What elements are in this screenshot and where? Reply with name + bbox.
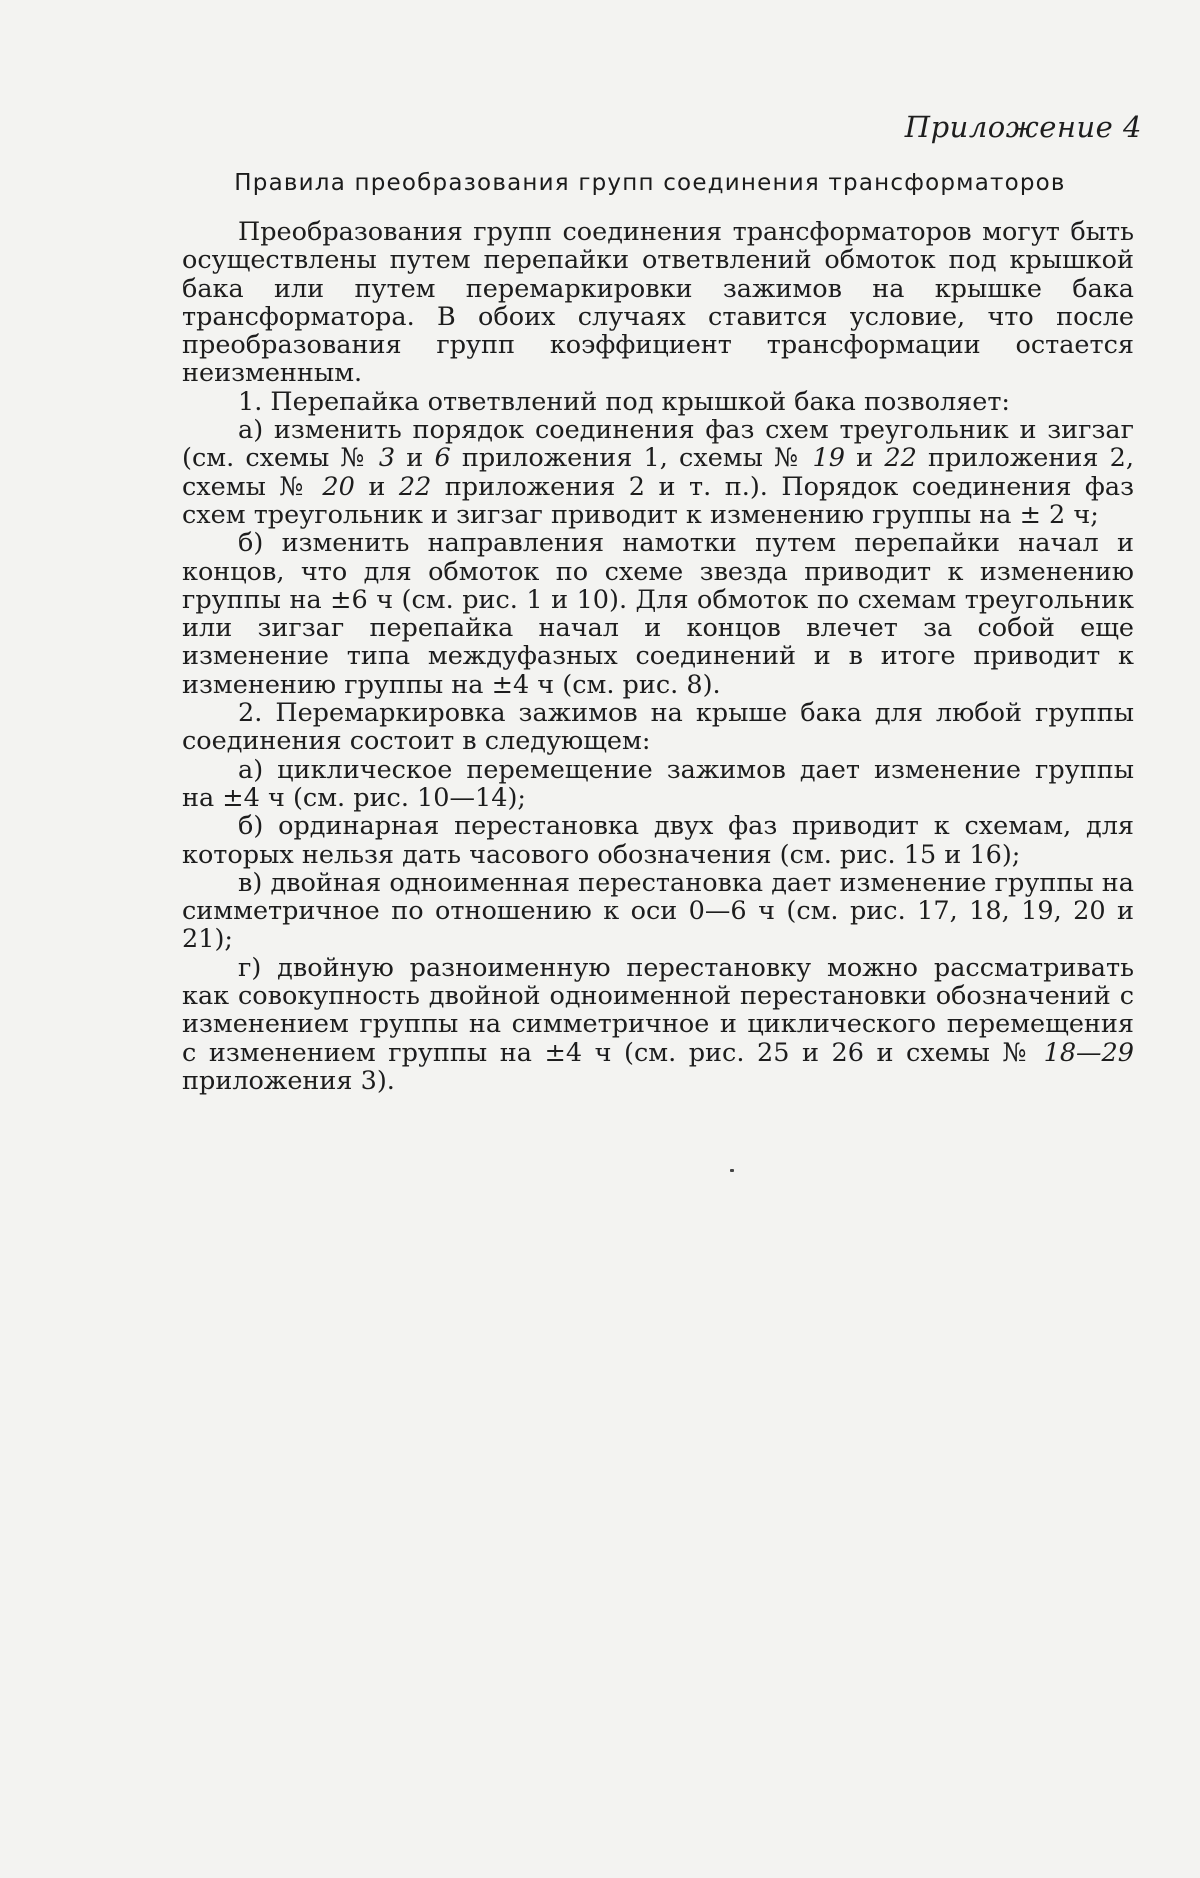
paragraph: [182, 529, 1134, 699]
paragraph: [182, 869, 1134, 954]
appendix-label: Приложение 4: [904, 110, 1142, 144]
text-run: Преобразования групп соединения трансформаторов могут быть осуществлены путем перепайки ответвлений обмоток под крышкой бака или путем перемаркировки зажимов на крышке бака трансформатора. В обоих случаях ставится условие, что после преобразования групп коэффициент трансформации остается неизменным.: [182, 217, 1134, 389]
text-run: а) циклическое перемещение зажимов дает изменение группы на ±4 ч (см. рис. 10—14);: [182, 754, 1134, 813]
paragraph: [182, 699, 1134, 756]
text-run: и: [395, 443, 435, 474]
text-run: приложения 2 и т. п.). Порядок соединения фаз схем треугольник и зигзаг приводит к изменению группы на ± 2 ч;: [182, 471, 1135, 530]
text-run: а) изменить порядок соединения фаз схем треугольник и зигзаг (см. схемы №: [182, 415, 1134, 474]
text-run: в) двойная одноименная перестановка дает изменение группы на симметричное по отношению к оси 0—6 ч (см. рис. 17, 18, 19, 20 и 21);: [182, 867, 1134, 955]
paragraph: [182, 812, 1134, 869]
italic-reference: 22: [884, 443, 917, 474]
section-title: Правила преобразования групп соединения трансформаторов: [234, 170, 1066, 196]
text-run: приложения 1, схемы №: [450, 443, 813, 474]
paragraph: [182, 218, 1134, 388]
text-run: г) двойную разноименную перестановку можно рассматривать как совокупность двойной одноименной перестановки обозначений с изменением группы на симметричное и циклического перемещения с изменением группы на ±4 ч (см. рис. 25 и 26 и схемы №: [182, 952, 1134, 1068]
italic-reference: 22: [398, 471, 432, 502]
text-run: и: [354, 471, 399, 502]
stray-dot-mark: [730, 1169, 734, 1172]
text-run: 1. Перепайка ответвлений под крышкой бака позволяет:: [238, 386, 1011, 417]
italic-reference: 3: [378, 443, 396, 474]
paragraph: [182, 756, 1134, 813]
italic-reference: 18—29: [1043, 1037, 1134, 1068]
text-run: 2. Перемаркировка зажимов на крыше бака для любой группы соединения состоит в следующем:: [182, 698, 1134, 757]
text-run: приложения 2, схемы №: [182, 443, 1134, 502]
italic-reference: 19: [812, 443, 845, 474]
text-run: б) ординарная перестановка двух фаз приводит к схемам, для которых нельзя дать часового обозначения (см. рис. 15 и 16);: [182, 811, 1134, 870]
text-run: приложения 3).: [182, 1065, 395, 1096]
text-run: и: [844, 443, 885, 474]
paragraph: [182, 416, 1134, 529]
paragraph: [182, 388, 1134, 416]
text-run: б) изменить направления намотки путем перепайки начал и концов, что для обмоток по схеме звезда приводит к изменению группы на ±6 ч (см. рис. 1 и 10). Для обмоток по схемам треугольник или зигзаг перепайка начал и концов влечет за собой еще изменение типа междуфазных соединений и в итоге приводит к изменению группы на ±4 ч (см. рис. 8).: [182, 528, 1134, 700]
italic-reference: 6: [434, 443, 451, 474]
italic-reference: 20: [322, 471, 355, 502]
body-text: [182, 218, 1134, 1095]
paragraph: [182, 954, 1134, 1095]
